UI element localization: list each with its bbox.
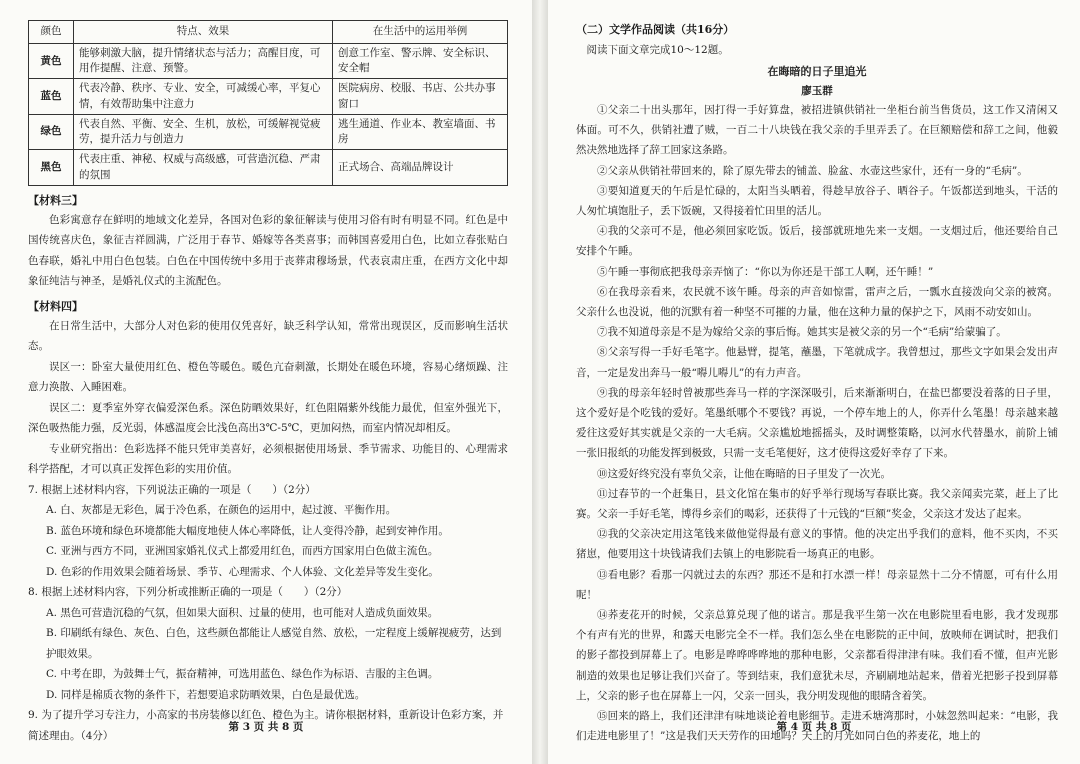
article-paragraph: ⑥在我母亲看来，农民就不该午睡。母亲的声音如惊雷，雷声之后，一瓢水直接泼向父亲的被窝。父亲什么也没说，他的沉默有着一种坚不可摧的力量，他在这种力量的保护之下，风雨不动安如山。 xyxy=(576,285,1058,319)
table-header: 特点、效果 xyxy=(74,21,333,44)
table-cell-effect: 代表自然、平衡、安全、生机，放松，可缓解视觉疲劳，提升活力与创造力 xyxy=(74,114,333,149)
question-9-stem: 9. 为了提升学习专注力，小高家的书房装修以红色、橙色为主。请你根据材料，重新设计色彩方案，并简述理由。（4分） xyxy=(28,709,504,742)
table-cell-usage: 医院病房、校服、书店、公共办事窗口 xyxy=(333,79,508,114)
question-7-option: B. 蓝色环境和绿色环境都能大幅度地使人体心率降低，让人变得冷静，起到安神作用。 xyxy=(46,524,449,537)
reading-instruction: 阅读下面文章完成10～12题。 xyxy=(586,44,729,56)
question-8-option: C. 中考在即，为鼓舞士气，振奋精神，可选用蓝色、绿色作为标语、吉服的主色调。 xyxy=(46,668,439,681)
article-paragraph: ①父亲二十出头那年，因打得一手好算盘，被招进镇供销社一坐柜台前当售货员，这工作又清闲又体面。可不久，供销社遭了贼，一百二十八块钱在我父亲的手里弄丢了。在巨额赔偿和辞工之间，他毅然决然地选择了辞工回家这条路。 xyxy=(576,104,1058,157)
question-8-option: B. 印刷纸有绿色、灰色、白色，这些颜色都能让人感觉自然、放松，一定程度上缓解视疲劳，达到护眼效果。 xyxy=(46,627,502,660)
table-cell-color: 绿色 xyxy=(29,114,74,149)
color-properties-table xyxy=(28,20,508,186)
table-header: 在生活中的运用举例 xyxy=(333,21,508,44)
material3-title: 【材料三】 xyxy=(28,193,83,207)
material3-text: 色彩寓意存在鲜明的地域文化差异，各国对色彩的象征解读与使用习俗有时有明显不同。红色是中国传统喜庆色，象征吉祥圆满，广泛用于春节、婚嫁等各类喜事；而韩国喜爱用白色，比如立春张贴白色春联，婚礼中用白色包装。白色在中国传统中多用于丧葬肃穆场景，代表哀肃庄重，在西方文化中却象征纯洁与神圣，是婚礼仪式的主流配色。 xyxy=(28,213,508,288)
table-header: 颜色 xyxy=(29,21,74,44)
table-cell-usage: 逃生通道、作业本、教室墙面、书房 xyxy=(333,114,508,149)
article-paragraph: ⑦我不知道母亲是不是为嫁给父亲的事后悔。她其实是被父亲的另一个“毛病”给蒙骗了。 xyxy=(597,326,1007,339)
article-paragraph: ②父亲从供销社带回来的，除了原先带去的铺盖、脸盆、水壶这些家什，还有一身的“毛病”。 xyxy=(597,164,1028,177)
table-cell-color: 蓝色 xyxy=(29,79,74,114)
table-cell-effect: 代表冷静、秩序、专业、安全，可减缓心率，平复心情，有效帮助集中注意力 xyxy=(74,79,333,114)
material4-myth1: 误区一：卧室大量使用红色、橙色等暖色。暖色亢奋刺激，长期处在暖色环境，容易心绪烦躁、注意力涣散、入睡困难。 xyxy=(28,360,508,394)
article-title: 在晦暗的日子里追光 xyxy=(767,65,867,78)
question-7-option: A. 白、灰都是无彩色，属于冷色系，在颜色的运用中，起过渡、平衡作用。 xyxy=(46,504,397,517)
table-cell-effect: 代表庄重、神秘、权威与高级感，可营造沉稳、严肃的氛围 xyxy=(74,150,333,185)
table-row xyxy=(29,79,508,114)
article-paragraph: ⑪过春节的一个赶集日，县文化馆在集市的好乎举行现场写春联比赛。我父亲闻卖完菜，赶上了比赛。父亲一手好毛笔，博得乡亲们的喝彩，还获得了十元钱的“巨额”奖金，父亲这才发达了起来。 xyxy=(576,487,1058,521)
article-paragraph: ⑮回来的路上，我们还津津有味地谈论着电影细节。走进禾塘湾那时，小妹忽然叫起来：“电影，我们走进电影里了！”这是我们天天劳作的田地吗？天上的月光如同白色的荞麦花，地上的 xyxy=(576,710,1058,743)
material4-myth2: 误区二：夏季室外穿衣偏爱深色系。深色防晒效果好，红色阻隔紫外线能力最优，但室外强光下，深色吸热能力强，反光弱，体感温度会比浅色高出3℃-5℃，更加闷热，而室内情况却相反。 xyxy=(28,401,508,435)
table-cell-color: 黑色 xyxy=(29,150,74,185)
table-row xyxy=(29,44,508,79)
table-row xyxy=(29,114,508,149)
article-paragraph: ⑭荞麦花开的时候，父亲总算兑现了他的诺言。那是我平生第一次在电影院里看电影，我才发现那个有声有光的世界，和露天电影完全不一样。我们怎么坐在电影院的正中间，放映师在调试时，把我们的影子都投到屏幕上了。电影是哗哗哗哗地的那种电影，父亲都看得津津有味。我们看不懂，但声光影制造的效果也足够让我们兴奋了。等到结束，我们意犹未尽，齐刷刷地站起来，借着光把影子投到屏幕上，父亲的影子也在屏幕上一闪，父亲一回头，我分明发现他的眼睛含着笑。 xyxy=(576,609,1058,702)
material4-title: 【材料四】 xyxy=(28,299,83,313)
material4-expert: 专业研究指出：色彩选择不能只凭审美喜好，必须根据使用场景、季节需求、功能目的、心理需求科学搭配，才可以真正发挥色彩的实用价值。 xyxy=(28,442,508,476)
table-cell-usage: 创意工作室、警示牌、安全标识、安全帽 xyxy=(333,44,508,79)
article-paragraph: ⑬看电影？看那一闪就过去的东西？那还不是和打水漂一样！母亲显然十二分不情愿，可有什么用呢！ xyxy=(576,568,1058,601)
article-paragraph: ⑨我的母亲年轻时曾被那些奔马一样的字深深吸引，后来渐渐明白，在盐巴都要没着落的日子里，这个爱好是个吃钱的爱好。笔墨纸哪个不要钱？再说，一个停车地上的人，你弄什么笔墨！母亲越来越爱往这爱好其实就是父亲的一大毛病。父亲尴尬地摇摇头，及时调整策略，以河水代替墨水，前阶上铺一张旧报纸的功能发挥到极致，只需一支毛笔便好，这才使得这爱好幸存了下来。 xyxy=(576,386,1058,460)
page-gutter xyxy=(532,0,548,764)
article-paragraph: ④我的父亲可不是，他必须回家吃饭。饭后，接部就班地先来一支烟。一支烟过后，他还要给自己安排个午睡。 xyxy=(576,225,1058,258)
answer-line xyxy=(28,746,504,764)
article-paragraph: ③要知道夏天的午后是忙碌的，太阳当头晒着，得趁早放谷子、晒谷子。午饭都送到地头，干活的人匆忙填饱肚子，丢下饭碗，又得接着忙田里的活儿。 xyxy=(576,184,1058,218)
question-7-option: D. 色彩的作用效果会随着场景、季节、心理需求、个人体验、文化差异等发生变化。 xyxy=(46,565,439,578)
question-7-stem: 7. 根据上述材料内容，下列说法正确的一项是（ ）（2分） xyxy=(28,483,316,496)
question-8-option: D. 同样是棉质衣物的条件下，若想要追求防晒效果，白色是最优选。 xyxy=(46,688,366,701)
table-cell-color: 黄色 xyxy=(29,44,74,79)
article-paragraph: ⑧父亲写得一手好毛笔字。他悬臂，提笔，蘸墨，下笔就成字。我曾想过，那些文字如果会发出声音，一定是发出奔马一般“嘚儿嘚儿”的有力声音。 xyxy=(576,346,1058,379)
table-row xyxy=(29,150,508,185)
section-title: （二）文学作品阅读（共16分） xyxy=(576,23,735,36)
article-paragraph: ⑩这爱好终究没有辜负父亲，让他在晦暗的日子里发了一次光。 xyxy=(597,467,891,480)
page-3 xyxy=(0,0,532,764)
table-header-row xyxy=(29,21,508,44)
page-4 xyxy=(548,0,1080,764)
article-paragraph: ⑤午睡一事彻底把我母亲弄恼了：“你以为你还是干部工人啊，还午睡！” xyxy=(597,265,934,278)
article-author: 廖玉群 xyxy=(801,85,833,97)
question-8-stem: 8. 根据上述材料内容，下列分析或推断正确的一项是（ ）（2分） xyxy=(28,586,348,599)
material4-intro: 在日常生活中，大部分人对色彩的使用仅凭喜好，缺乏科学认知，常常出现误区，反而影响生活状态。 xyxy=(28,319,508,353)
table-cell-usage: 正式场合、高端品牌设计 xyxy=(333,150,508,185)
article-paragraph: ⑫我的父亲决定用这笔钱来做他觉得最有意义的事情。他的决定出乎我们的意料，他不买肉，不买猪崽，他要用这十块钱请我们去镇上的电影院看一场真正的电影。 xyxy=(576,528,1058,561)
page-footer: 第 4 页 共 8 页 xyxy=(776,721,852,733)
question-8-option: A. 黑色可营造沉稳的气氛，但如果大面积、过量的使用，也可能对人造成负面效果。 xyxy=(46,606,439,619)
table-cell-effect: 能够刺激大脑，提升情绪状态与活力；高醒目度，可用作提醒、注意、预警。 xyxy=(74,44,333,79)
page-footer: 第 3 页 共 8 页 xyxy=(228,721,304,733)
question-7-option: C. 亚洲与西方不同，亚洲国家婚礼仪式上都爱用红色，而西方国家用白色做主流色。 xyxy=(46,545,439,558)
